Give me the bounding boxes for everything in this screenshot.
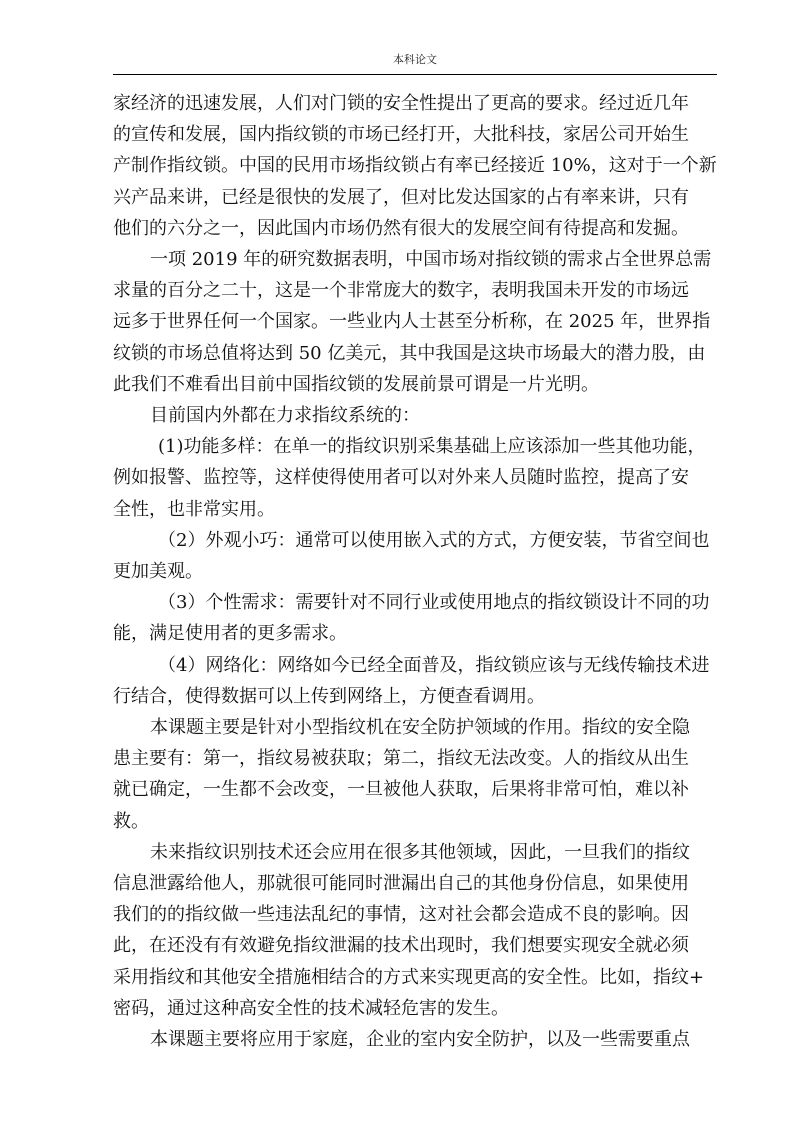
document-body [113,88,719,1055]
paragraph-line: 信息泄露给他人，那就很可能同时泄漏出自己的其他身份信息，如果使用 [113,873,689,895]
paragraph-line: 兴产品来讲，已经是很快的发展了，但对比发达国家的占有率来讲，只有 [113,186,689,208]
paragraph [113,400,719,431]
paragraph-line: 更加美观。 [113,561,203,583]
paragraph-line: 我们的的指纹做一些违法乱纪的事情，这对社会都会造成不良的影响。因 [113,904,689,926]
paragraph-line: 就已确定，一生都不会改变，一旦被他人获取，后果将非常可怕，难以补 [113,779,689,801]
paragraph-line: （3）个性需求：需要针对不同行业或使用地点的指纹锁设计不同的功 [158,592,710,614]
paragraph [113,587,719,649]
paragraph [113,88,719,244]
paragraph [113,650,719,712]
paragraph-line: 的宣传和发展，国内指纹锁的市场已经打开，大批科技，家居公司开始生 [113,124,689,146]
paragraph-line: 救。 [113,810,149,832]
paragraph-line: 纹锁的市场总值将达到 50 亿美元，其中我国是这块市场最大的潜力股，由 [113,342,706,364]
paragraph [113,1024,719,1055]
paragraph-line: 一项 2019 年的研究数据表明，中国市场对指纹锁的需求占全世界总需 [150,249,712,271]
paragraph-line: 家经济的迅速发展，人们对门锁的安全性提出了更高的要求。经过近几年 [113,93,689,114]
paragraph [113,837,719,1024]
paragraph-line: 全性，也非常实用。 [113,498,275,520]
paragraph-line: 远多于世界任何一个国家。一些业内人士甚至分析称，在 2025 年，世界指 [113,311,711,333]
paragraph-line: 行结合，使得数据可以上传到网络上，方便查看调用。 [113,685,545,707]
header-title: 本科论文 [393,53,437,66]
paragraph-line: （2）外观小巧：通常可以使用嵌入式的方式，方便安装，节省空间也 [158,529,710,551]
paragraph [113,431,719,525]
paragraph [113,712,719,837]
paragraph-line: 他们的六分之一，因此国内市场仍然有很大的发展空间有待提高和发掘。 [113,217,689,239]
page-header [113,50,717,75]
paragraph-line: 本课题主要是针对小型指纹机在安全防护领域的作用。指纹的安全隐 [150,717,690,739]
paragraph-line: (1)功能多样：在单一的指纹识别采集基础上应该添加一些其他功能， [158,436,706,458]
paragraph-line: （4）网络化：网络如今已经全面普及，指纹锁应该与无线传输技术进 [158,654,710,676]
paragraph-line: 求量的百分之二十，这是一个非常庞大的数字，表明我国未开发的市场远 [113,280,689,302]
paragraph-line: 密码，通过这种高安全性的技术减轻危害的发生。 [113,997,509,1019]
paragraph [113,244,719,400]
paragraph [113,525,719,587]
paragraph-line: 此，在还没有有效避免指纹泄漏的技术出现时，我们想要实现安全就必须 [113,935,689,957]
paragraph-line: 例如报警、监控等，这样使得使用者可以对外来人员随时监控，提高了安 [113,467,689,489]
paragraph-line: 本课题主要将应用于家庭，企业的室内安全防护，以及一些需要重点 [150,1029,690,1051]
paragraph-line: 此我们不难看出目前中国指纹锁的发展前景可谓是一片光明。 [113,373,599,395]
paragraph-line: 能，满足使用者的更多需求。 [113,623,347,645]
paragraph-line: 患主要有：第一，指纹易被获取；第二，指纹无法改变。人的指纹从出生 [113,748,689,770]
paragraph-line: 产制作指纹锁。中国的民用市场指纹锁占有率已经接近 10%，这对于一个新 [113,155,717,177]
paragraph-line: 目前国内外都在力求指纹系统的： [150,405,420,427]
paragraph-line: 未来指纹识别技术还会应用在很多其他领域，因此，一旦我们的指纹 [150,841,690,863]
paragraph-line: 采用指纹和其他安全措施相结合的方式来实现更高的安全性。比如，指纹+ [113,966,705,988]
